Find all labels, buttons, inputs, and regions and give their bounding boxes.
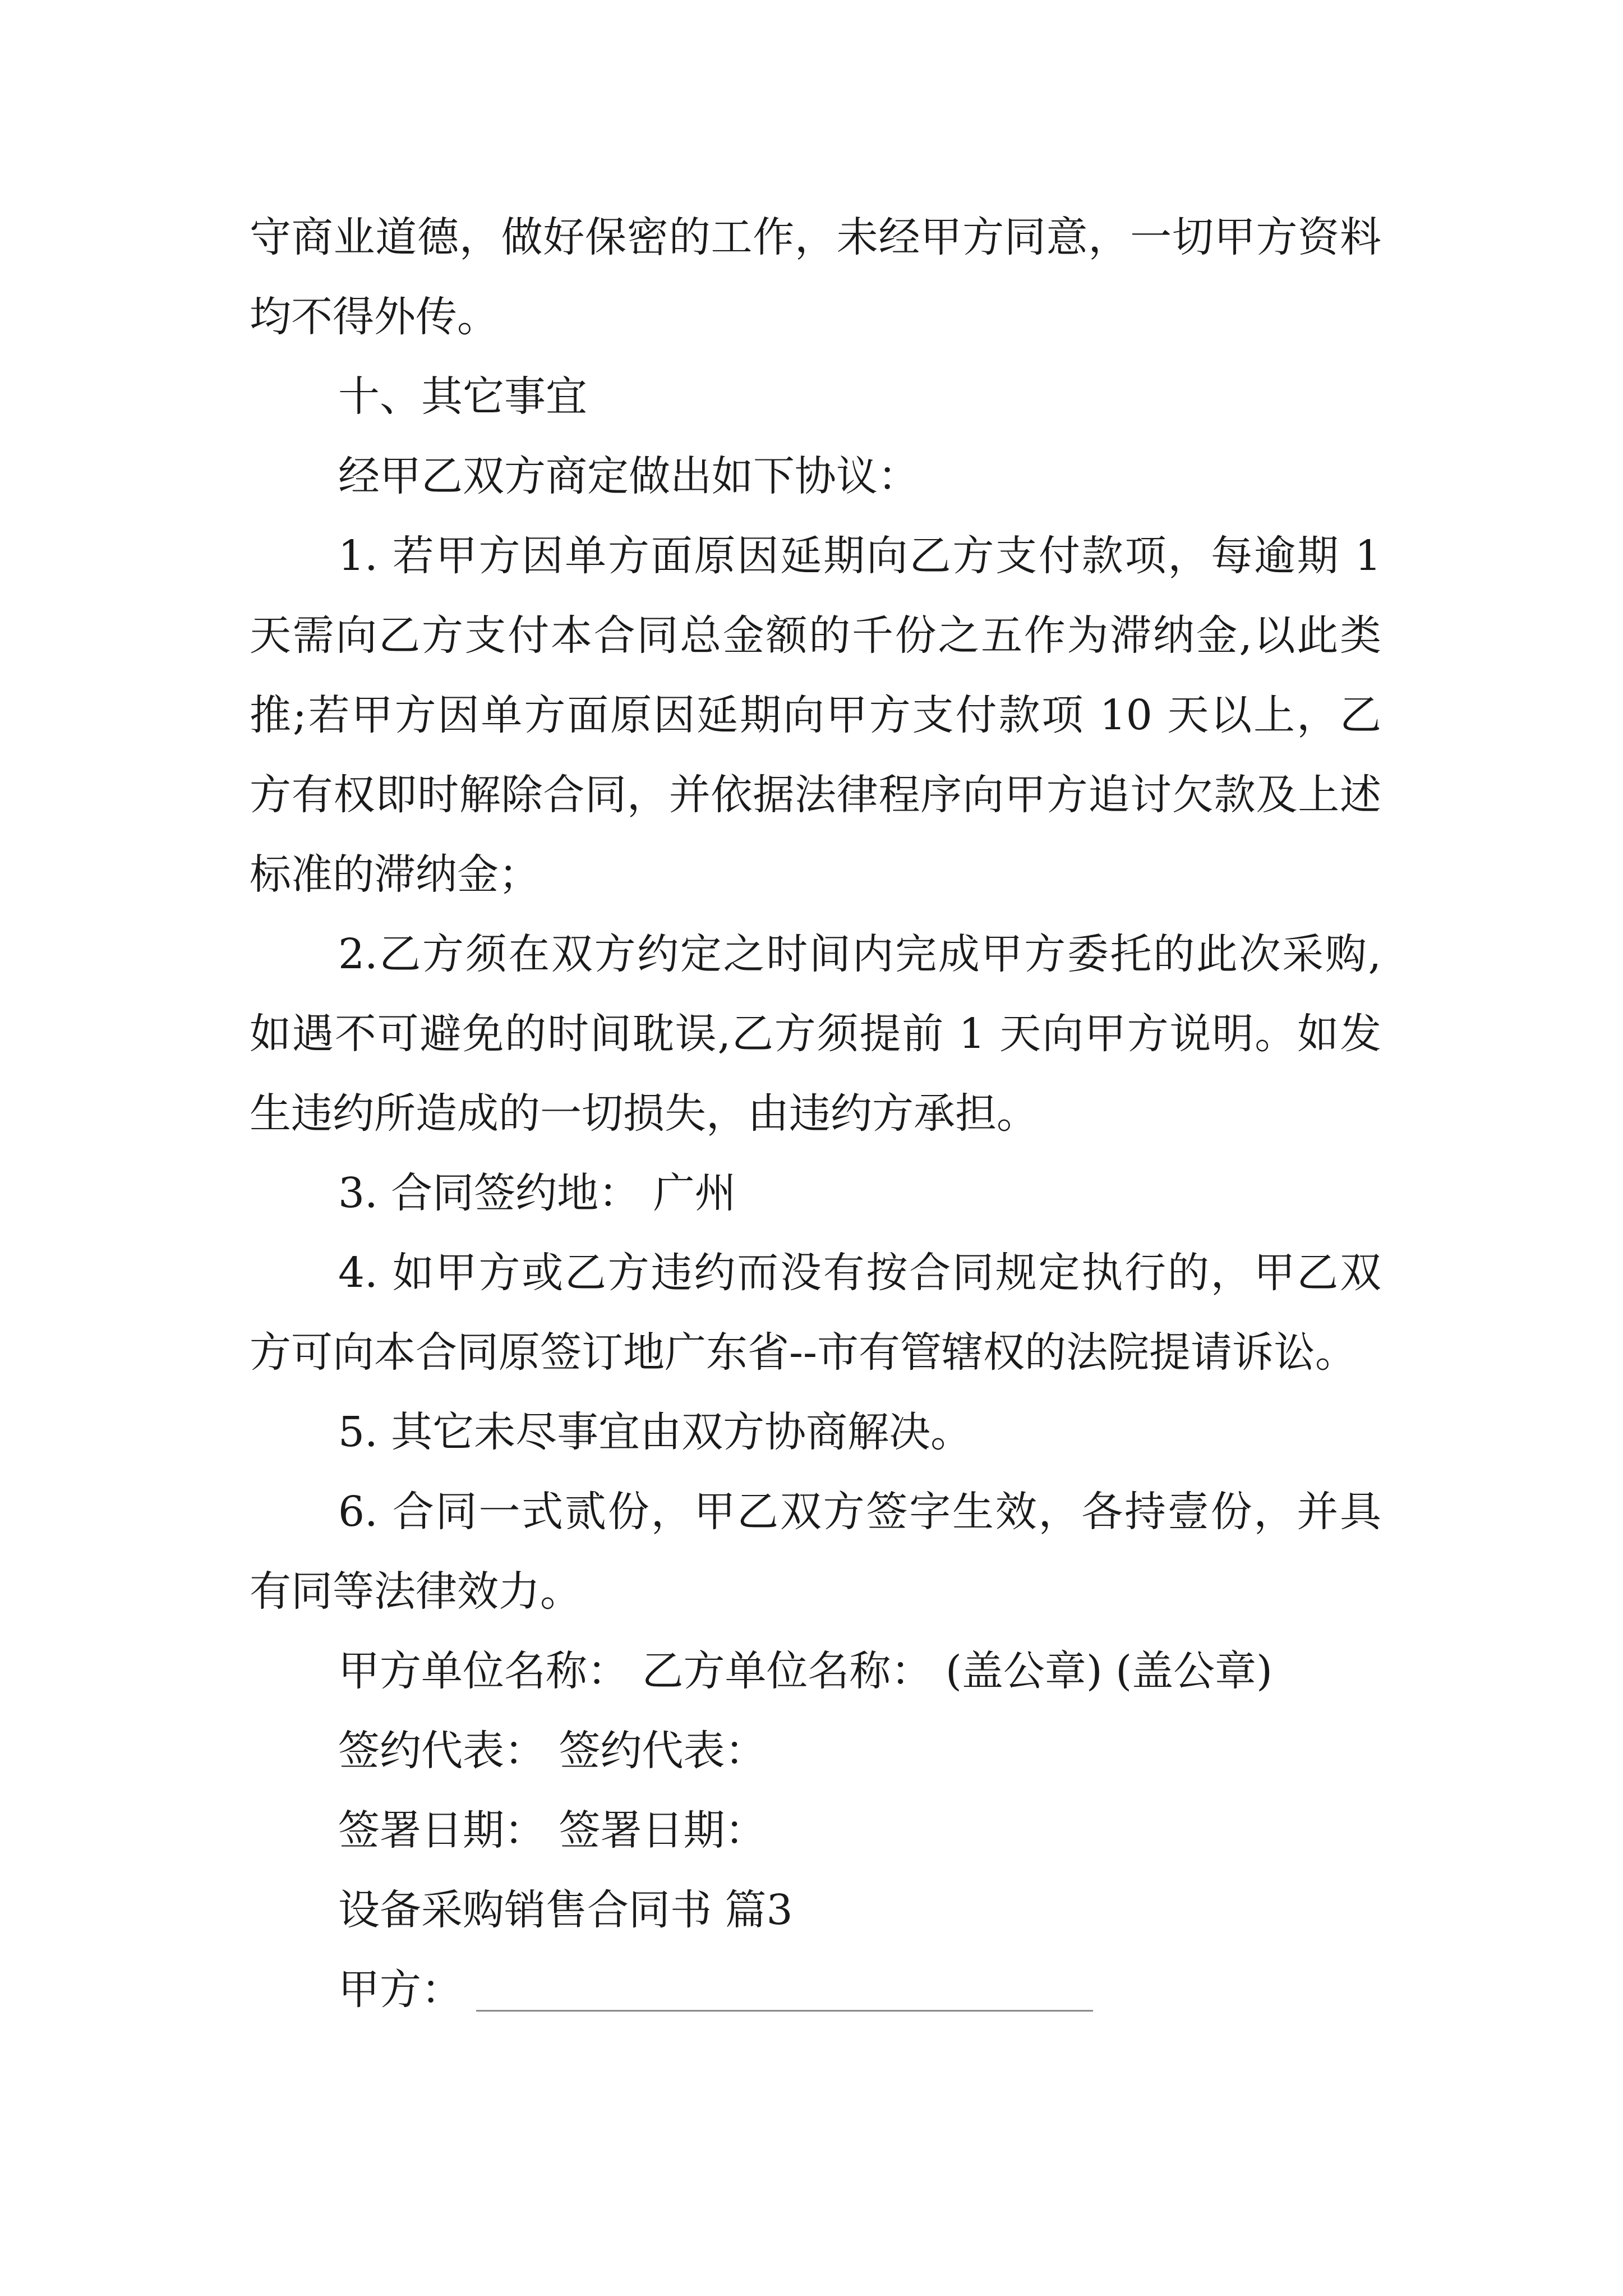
party-a-line	[250, 1950, 1381, 2030]
clause-5-other-matters: 5. 其它未尽事宜由双方协商解决。	[338, 1408, 972, 1456]
clause-4-dispute-resolution: 4. 如甲方或乙方违约而没有按合同规定执行的，甲乙双方可向本合同原签订地广东省--市有管辖权的法院提请诉讼。	[250, 1249, 1381, 1377]
party-a-label: 甲方：	[338, 1966, 463, 2014]
clause-3-signing-place: 3. 合同签约地： 广州	[338, 1169, 736, 1217]
clause-6-copies-and-effect: 6. 合同一式贰份，甲乙双方签字生效，各持壹份，并具有同等法律效力。	[250, 1488, 1381, 1616]
signature-dates: 签署日期： 签署日期：	[338, 1806, 767, 1855]
contract-title-part-3: 设备采购销售合同书 篇3	[338, 1886, 793, 1934]
paragraph-confidentiality-continued: 守商业道德，做好保密的工作，未经甲方同意，一切甲方资料均不得外传。	[250, 213, 1381, 341]
clause-1-late-payment: 1. 若甲方因单方面原因延期向乙方支付款项，每逾期 1 天需向乙方支付本合同总金额的千份之五作为滞纳金,以此类推;若甲方因单方面原因延期向甲方支付款项 10 天以上，乙 方有权即时解除合同，并依据法律程序向甲方追讨欠款及上述标准的滞纳金；	[250, 532, 1381, 899]
clause-2-completion-time: 2.乙方须在双方约定之时间内完成甲方委托的此次采购,如遇不可避免的时间耽误,乙方须提前 1 天向甲方说明。如发生违约所造成的一切损失，由违约方承担。	[250, 930, 1381, 1138]
signature-company-names: 甲方单位名称： 乙方单位名称： (盖公章) (盖公章)	[338, 1647, 1273, 1695]
section-heading-other-matters: 十、其它事宜	[338, 372, 587, 421]
paragraph-agreement-intro: 经甲乙双方商定做出如下协议：	[338, 452, 919, 500]
party-a-blank-field	[476, 2010, 1093, 2012]
signature-representatives: 签约代表： 签约代表：	[338, 1727, 767, 1775]
document-body	[250, 197, 1381, 2030]
